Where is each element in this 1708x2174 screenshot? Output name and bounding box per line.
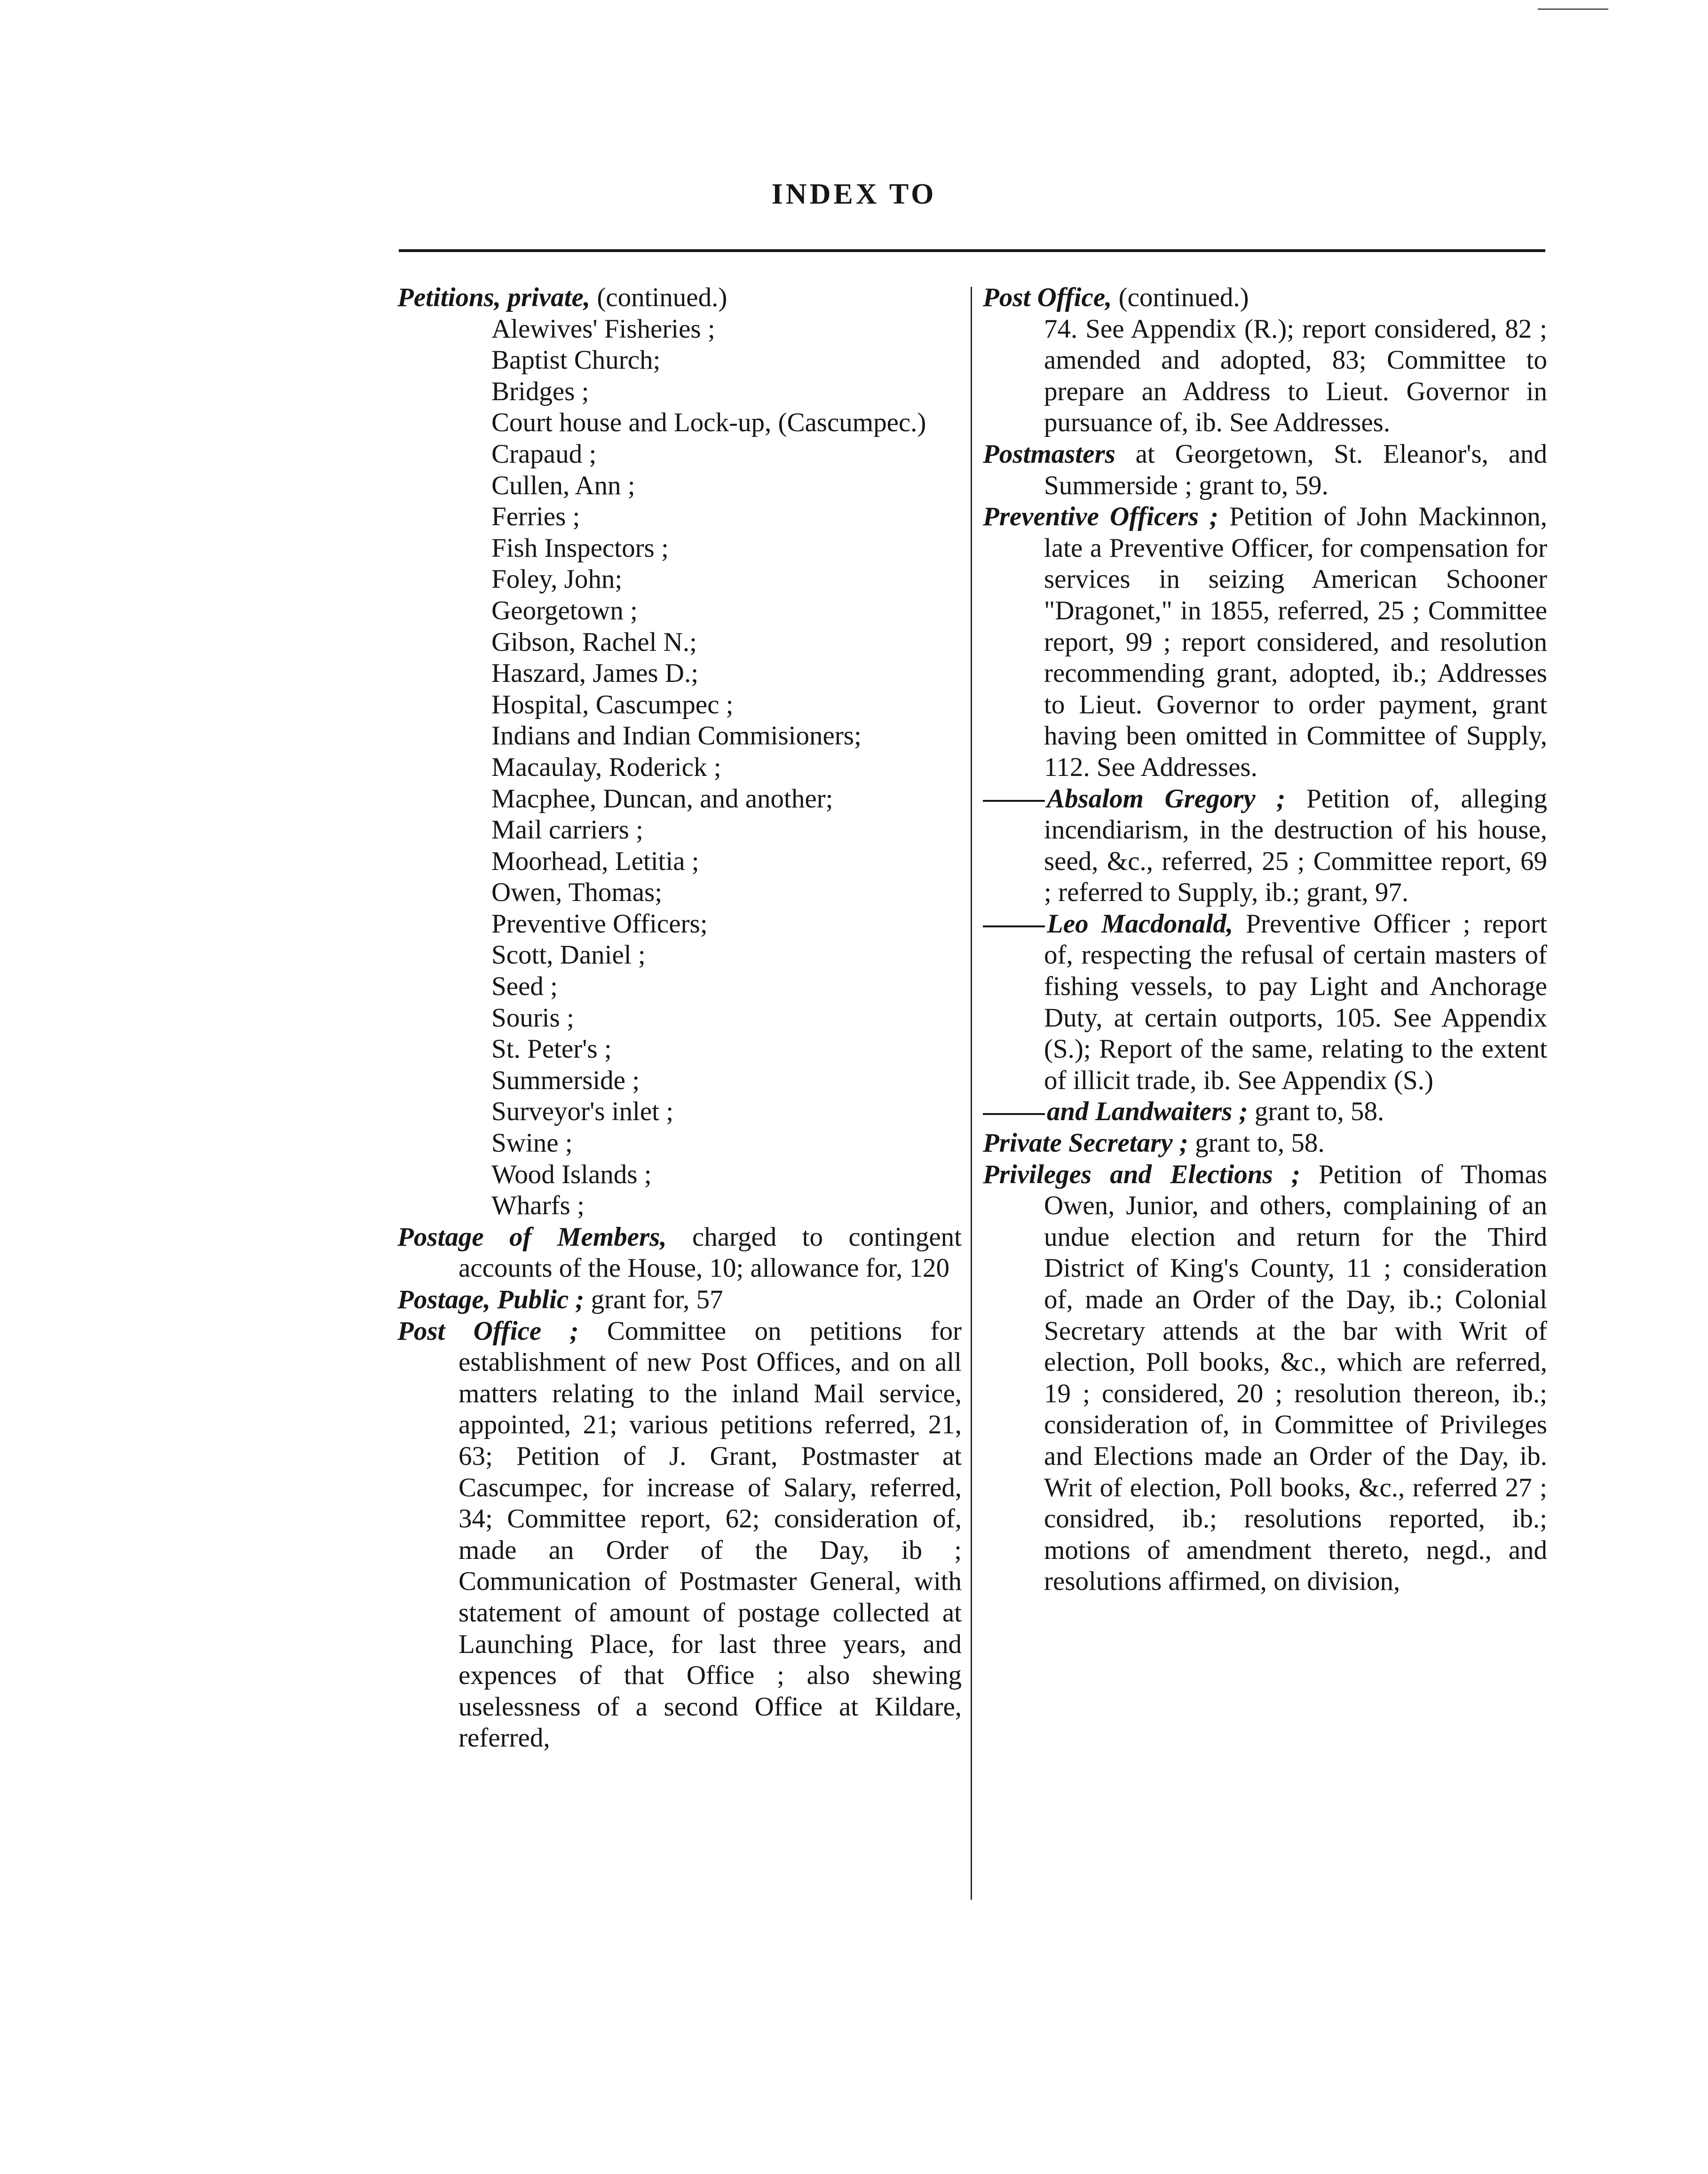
- index-entry-privileges-elections: [983, 1159, 1547, 1597]
- em-dash-rule: [983, 1113, 1045, 1115]
- entry-text: Petition of John Mackinnon, late a Preventive Officer, for compensation for services in seizing American Schooner "Dragonet," in 1855, referred, 25 ; Committee report, 99 ; report considered, and resolution recommending grant, adopted, ib.; Addresses to Lieut. Governor to order payment, grant having been omitted in Committee of Supply, 112. See Addresses.: [1044, 502, 1547, 782]
- sub-entry: Mail carriers ;: [491, 815, 643, 845]
- sub-entry: Indians and Indian Commisioners;: [491, 721, 862, 751]
- sub-entry: Court house and Lock-up, (Cascumpec.): [491, 408, 926, 438]
- em-dash-rule: [983, 925, 1045, 927]
- header-rule: [399, 249, 1545, 252]
- em-dash-rule: [983, 800, 1045, 802]
- entry-heading: Postage, Public ;: [397, 1285, 585, 1314]
- sub-entry: Moorhead, Letitia ;: [491, 846, 699, 876]
- index-entry-preventive-officers: [983, 501, 1547, 783]
- entry-text: charged to contingent accounts of the House, 10; allowance for, 120: [459, 1222, 962, 1283]
- entry-heading: Privileges and Elections ;: [983, 1159, 1300, 1189]
- entry-heading: Postmasters: [983, 439, 1115, 469]
- right-column: [983, 282, 1547, 1919]
- entry-text: at Georgetown, St. Eleanor's, and Summerside ; grant to, 59.: [1044, 439, 1547, 500]
- index-entry-postage-public: [397, 1284, 962, 1316]
- entry-continued: (continued.): [1112, 283, 1249, 312]
- sub-entry: Macphee, Duncan, and another;: [491, 783, 833, 814]
- entry-heading: Private Secretary ;: [983, 1128, 1188, 1158]
- index-entry-absalom-gregory: [983, 783, 1547, 909]
- sub-entry: Cullen, Ann ;: [491, 470, 635, 500]
- sub-entry: Bridges ;: [491, 376, 589, 406]
- entry-text: 74. See Appendix (R.); report considered, 82 ; amended and adopted, 83; Committee to prepare an Address to Lieut. Governor in pursuance of, ib. See Addresses.: [1044, 314, 1547, 438]
- sub-entry: Crapaud ;: [491, 439, 597, 469]
- sub-entry: Macaulay, Roderick ;: [491, 752, 721, 782]
- sub-entry: Baptist Church;: [491, 345, 661, 375]
- index-entry-landwaiters: [983, 1096, 1547, 1128]
- sub-entry: Gibson, Rachel N.;: [491, 627, 697, 657]
- index-entry-leo-macdonald: [983, 909, 1547, 1097]
- sub-entry: Summerside ;: [491, 1065, 640, 1095]
- sub-entry: Wharfs ;: [491, 1191, 585, 1221]
- entry-heading: Postage of Members,: [397, 1222, 667, 1252]
- entry-text: grant to, 58.: [1188, 1128, 1325, 1158]
- entry-text: grant for, 57: [584, 1285, 723, 1314]
- entry-text: Committee on petitions for establishment of new Post Offices, and on all matters relating to the inland Mail service, appointed, 21; various petitions referred, 21, 63; Petition of J. Grant, Postmaster at Cascumpec, for increase of Salary, referred, 34; Committee report, 62; consideration of, made an Order of the Day, ib ; Communication of Postmaster General, with statement of amount of postage collected at Launching Place, for last three years, and expences of that Office ; also shewing uselessness of a second Office at Kildare, referred,: [459, 1316, 962, 1753]
- entry-text: Preventive Officer ; report of, respecting the refusal of certain masters of fishing vessels, to pay Light and Anchorage Duty, at certain outports, 105. See Appendix (S.); Report of the same, relating to the extent of illicit trade, ib. See Appendix (S.): [1044, 909, 1548, 1095]
- index-entry-post-office-continued: [983, 282, 1547, 314]
- sub-entry: Scott, Daniel ;: [491, 940, 646, 970]
- sub-entry: Georgetown ;: [491, 595, 638, 625]
- entry-text: Petition of Thomas Owen, Junior, and others, complaining of an undue election and return for the Third District of King's County, 11 ; consideration of, made an Order of the Day, ib.; Colonial Secretary attends at the bar with Writ of election, Poll books, &c., which are referred, 19 ; considered, 20 ; resolution thereon, ib.; consideration of, in Committee of Privileges and Elections made an Order of the Day, ib. Writ of election, Poll books, &c., referred 27 ; considred, ib.; resolutions reported, ib.; motions of amendment thereto, negd., and resolutions affirmed, on division,: [1044, 1159, 1547, 1597]
- column-divider: [971, 287, 972, 1900]
- index-entry-postmasters: [983, 439, 1547, 501]
- entry-text: Petition of, alleging incendiarism, in the destruction of his house, seed, &c., referred, 25 ; Committee report, 69 ; referred to Supply, ib.; grant, 97.: [1044, 783, 1548, 908]
- entry-text: grant to, 58.: [1248, 1097, 1384, 1127]
- entry-heading: Preventive Officers ;: [983, 502, 1219, 532]
- entry-heading: Post Office ;: [397, 1316, 579, 1346]
- sub-entry: Wood Islands ;: [491, 1159, 652, 1189]
- index-entry-petitions: [397, 282, 962, 314]
- sub-entry: Fish Inspectors ;: [491, 533, 669, 563]
- entry-continued: (continued.): [590, 283, 727, 312]
- sub-entry: Swine ;: [491, 1128, 573, 1158]
- sub-entry: Souris ;: [491, 1003, 574, 1033]
- left-column: [397, 282, 962, 1919]
- sub-entry: Haszard, James D.;: [491, 658, 699, 688]
- sub-entry: Ferries ;: [491, 502, 580, 532]
- sub-entry: Alewives' Fisheries ;: [491, 314, 715, 344]
- sub-entry: Foley, John;: [491, 564, 623, 594]
- scan-mark: [1538, 8, 1608, 10]
- sub-entry: Hospital, Cascumpec ;: [491, 689, 734, 719]
- index-entry-private-secretary: [983, 1128, 1547, 1159]
- page-title: INDEX TO: [771, 178, 937, 210]
- entry-heading: Absalom Gregory ;: [1047, 783, 1286, 814]
- entry-heading: Post Office,: [983, 283, 1112, 312]
- entry-heading: and Landwaiters ;: [1047, 1097, 1248, 1127]
- sub-entry: Seed ;: [491, 972, 558, 1002]
- sub-entry: St. Peter's ;: [491, 1034, 612, 1064]
- sub-entry: Preventive Officers;: [491, 909, 708, 939]
- entry-heading: Petitions, private,: [397, 283, 591, 312]
- entry-heading: Leo Macdonald,: [1047, 909, 1234, 939]
- index-entry-post-office: [397, 1316, 962, 1754]
- sub-entry: Surveyor's inlet ;: [491, 1097, 674, 1127]
- index-entry-postage-members: [397, 1222, 962, 1284]
- sub-entry: Owen, Thomas;: [491, 878, 663, 908]
